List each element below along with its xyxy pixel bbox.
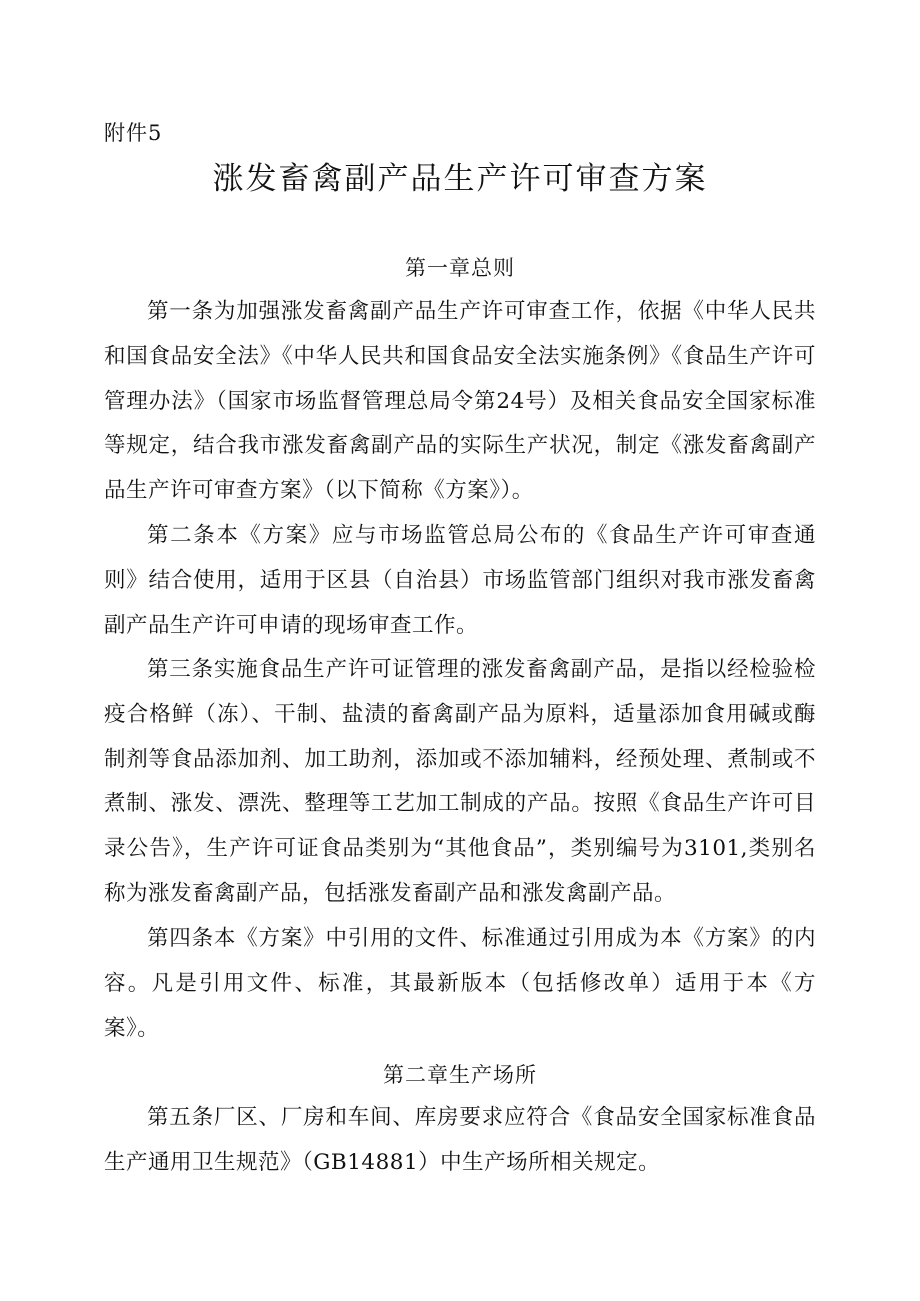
chapter-heading-2: 第二章生产场所: [383, 1063, 537, 1087]
article-1: 第一条为加强涨发畜禽副产品生产许可审查工作，依据《中华人民共和国食品安全法》《中华人民共和国食品安全法实施条例》《食品生产许可管理办法》（国家市场监督管理总局令第24号）及相关食品安全国家标准等规定，结合我市涨发畜禽副产品的实际生产状况，制定《涨发畜禽副产品生产许可审查方案》（以下简称《方案》）。: [104, 299, 816, 504]
article-4: 第四条本《方案》中引用的文件、标准通过引用成为本《方案》的内容。凡是引用文件、标准，其最新版本（包括修改单）适用于本《方案》。: [104, 926, 816, 1041]
chapter-heading-1: 第一章总则: [405, 256, 515, 280]
article-5: 第五条厂区、厂房和车间、库房要求应符合《食品安全国家标准食品生产通用卫生规范》（GB14881）中生产场所相关规定。: [104, 1105, 816, 1175]
article-3: 第三条实施食品生产许可证管理的涨发畜禽副产品，是指以经检验检疫合格鲜（冻）、干制、盐渍的畜禽副产品为原料，适量添加食用碱或酶制剂等食品添加剂、加工助剂，添加或不添加辅料，经预处理、煮制或不煮制、涨发、漂洗、整理等工艺加工制成的产品。按照《食品生产许可目录公告》，生产许可证食品类别为“其他食品”，类别编号为3101,类别名称为涨发畜禽副产品，包括涨发畜副产品和涨发禽副产品。: [104, 657, 816, 906]
document-title: 涨发畜禽副产品生产许可审查方案: [212, 161, 708, 197]
attachment-label: 附件5: [104, 121, 163, 145]
article-2: 第二条本《方案》应与市场监管总局公布的《食品生产许可审查通则》结合使用，适用于区县（自治县）市场监管部门组织对我市涨发畜禽副产品生产许可申请的现场审查工作。: [104, 523, 816, 638]
